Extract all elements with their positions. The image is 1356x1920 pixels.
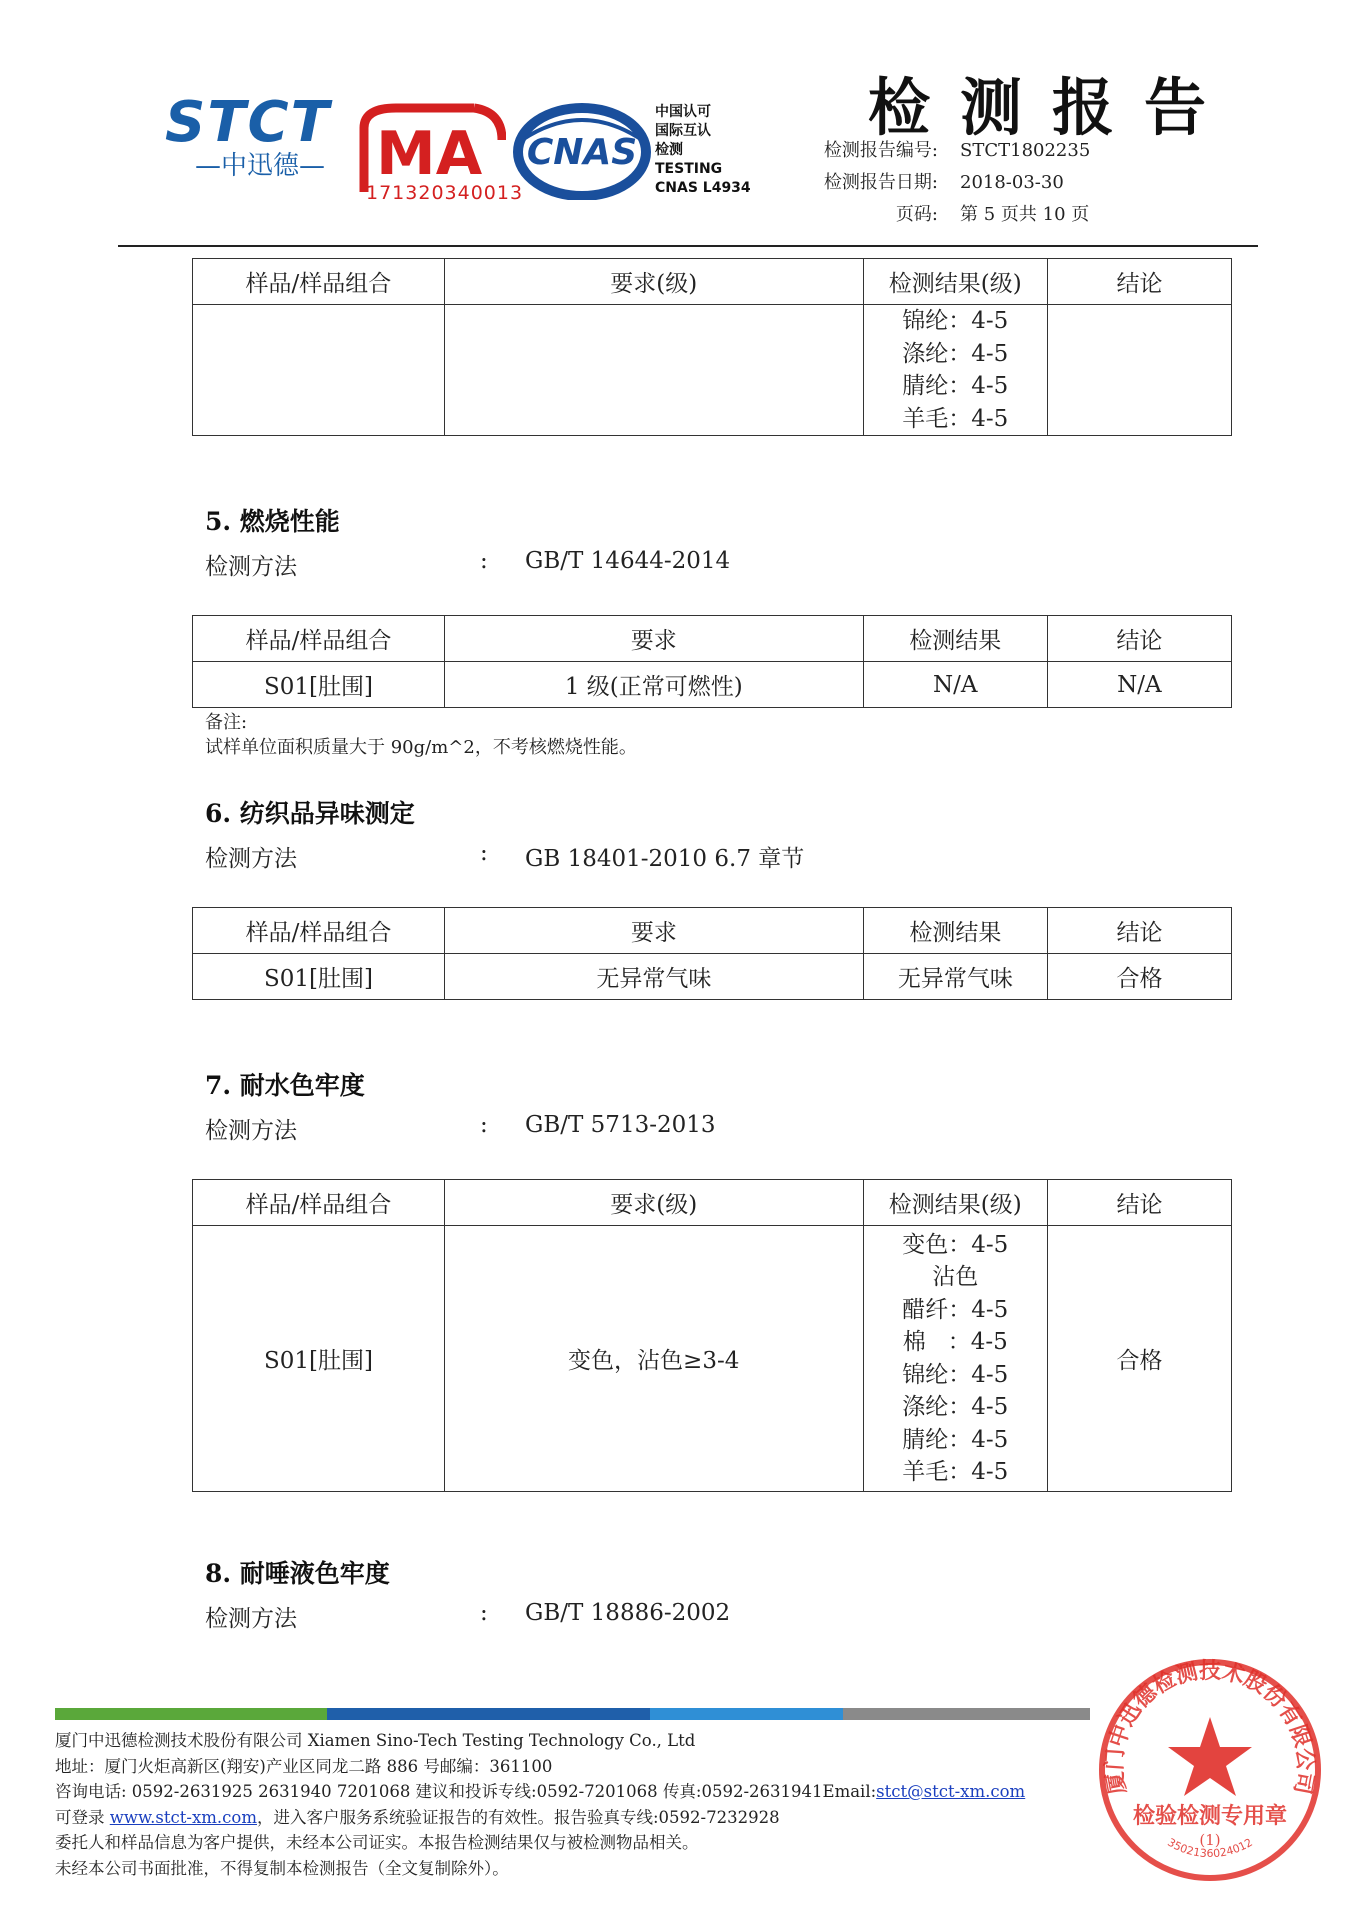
section-5-note: 备注: 试样单位面积质量大于 90g/m^2，不考核燃烧性能。 (205, 712, 637, 758)
section-8-heading: 8. 耐唾液色牢度 (205, 1559, 390, 1588)
email-link[interactable]: stct@stct-xm.com (876, 1782, 1026, 1801)
page-number: 页码: 第 5 页共 10 页 (895, 204, 1090, 225)
table-row: S01[肚围] 变色，沾色≥3-4 变色：4-5 沾色 醋纤：4-5 棉 ：4-5 锦纶：4-5 涤纶：4-5 腈纶：4-5 羊毛：4-5 合格 (193, 1226, 1232, 1492)
footer-bar-gray (843, 1708, 1090, 1720)
table-row: S01[肚围] 无异常气味 无异常气味 合格 (193, 954, 1232, 1000)
website-link[interactable]: www.stct-xm.com (109, 1807, 257, 1827)
section-7-table (192, 1179, 1232, 1492)
table-header-row: 样品/样品组合 要求 检测结果 结论 (193, 908, 1232, 954)
cnas-logo-text: CNAS (526, 132, 638, 173)
section-8-method: 检测方法 : GB/T 18886-2002 (205, 1600, 731, 1632)
seal-star-icon (1168, 1717, 1252, 1796)
section-6-method: 检测方法 : GB 18401-2010 6.7 章节 (205, 840, 805, 872)
table-row: S01[肚围] 1 级(正常可燃性) N/A N/A (193, 662, 1232, 708)
table-header-row: 样品/样品组合 要求 检测结果 结论 (193, 616, 1232, 662)
cnas-logo (512, 100, 652, 200)
report-number: 检测报告编号: STCT1802235 (823, 140, 1091, 161)
stct-logo: STCT —中迅德— (165, 95, 355, 181)
footer-address: 地址：厦门火炬高新区(翔安)产业区同龙二路 886 号邮编：361100 (55, 1756, 553, 1776)
official-seal (1095, 1655, 1325, 1885)
footer-verify: 可登录 www.stct-xm.com，进入客户服务系统验证报告的有效性。报告验真专线:0592-7232928 (55, 1807, 780, 1827)
footer-disclaimer-2: 未经本公司书面批准，不得复制本检测报告（全文复制除外）。 (55, 1858, 509, 1878)
footer-bar-lightblue (650, 1708, 843, 1720)
section-5-method: 检测方法 : GB/T 14644-2014 (205, 548, 731, 580)
continued-results-table (192, 258, 1232, 436)
section-6-table (192, 907, 1232, 1000)
table-header-row: 样品/样品组合 要求(级) 检测结果(级) 结论 (193, 259, 1232, 305)
seal-center-text: 检验检测专用章 (1132, 1803, 1288, 1829)
stct-logo-word: STCT (165, 90, 331, 155)
report-title: 检测报告 (868, 71, 1237, 144)
report-date: 检测报告日期: 2018-03-30 (823, 172, 1064, 193)
header-divider (118, 245, 1258, 247)
footer-company: 厦门中迅德检测技术股份有限公司 Xiamen Sino-Tech Testing Technology Co., Ltd (55, 1731, 696, 1750)
footer-bar-blue (327, 1708, 650, 1720)
result-list: 变色：4-5 沾色 醋纤：4-5 棉 ：4-5 锦纶：4-5 涤纶：4-5 腈纶：4-5 羊毛：4-5 (863, 1226, 1047, 1492)
seal-serial: 3502136024012 (1165, 1835, 1255, 1861)
footer-bar-green (55, 1708, 327, 1720)
section-5-table (192, 615, 1232, 708)
section-7-heading: 7. 耐水色牢度 (205, 1071, 365, 1100)
cma-logo-text: MA (376, 119, 483, 189)
footer-contact: 咨询电话: 0592-2631925 2631940 7201068 建议和投诉专线:0592-7201068 传真:0592-2631941Email:stct@stct-xm.com (55, 1782, 1026, 1801)
cma-number: 171320340013 (366, 182, 524, 204)
stct-logo-sub: 中迅德 (220, 151, 299, 181)
table-header-row: 样品/样品组合 要求(级) 检测结果(级) 结论 (193, 1180, 1232, 1226)
seal-index: (1) (1199, 1831, 1221, 1849)
footer (55, 1728, 1025, 1881)
cnas-accreditation-text: 中国认可 国际互认 检测 TESTING CNAS L4934 (655, 104, 751, 196)
section-7-method: 检测方法 : GB/T 5713-2013 (205, 1112, 716, 1144)
seal-ring-text: 厦门中迅德检测技术股份有限公司 (1101, 1657, 1319, 1797)
section-6-heading: 6. 纺织品异味测定 (205, 799, 415, 828)
table-row (193, 305, 1232, 436)
section-5-heading: 5. 燃烧性能 (205, 507, 340, 536)
result-list: 锦纶：4-5 涤纶：4-5 腈纶：4-5 羊毛：4-5 (863, 305, 1047, 436)
footer-disclaimer-1: 委托人和样品信息为客户提供，未经本公司证实。本报告检测结果仅与被检测物品相关。 (55, 1833, 699, 1852)
